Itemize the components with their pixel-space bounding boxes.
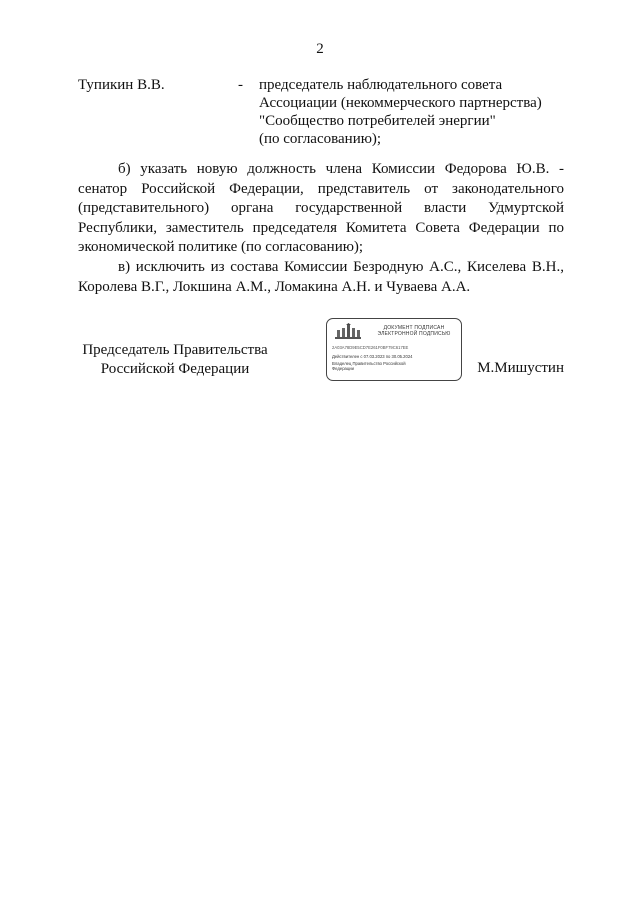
stamp-owner-line: Федерации [332, 366, 354, 371]
stamp-certificate: 2A03A78D9E5CD7E261F0BF79C617EE [332, 345, 409, 350]
stamp-title [367, 325, 461, 337]
stamp-validity: Действителен с 07.03.2023 по 30.05.2024 [332, 354, 413, 359]
paragraph-b: б) указать новую должность члена Комиссии Федорова Ю.В. - сенатор Российской Федерации, представитель от законодательного (представительного) органа государственной власти Удмуртской Республики, заместитель председателя Комитета Совета Федерации по экономической политике (по согласованию); [78, 161, 564, 255]
signer-name: М.Мишустин [477, 360, 564, 376]
electronic-signature-stamp [326, 318, 462, 381]
member-role-line: "Сообщество потребителей энергии" [259, 113, 496, 129]
page-number: 2 [316, 41, 324, 57]
stamp-title-line: ДОКУМЕНТ ПОДПИСАН [383, 325, 445, 331]
member-role-line: (по согласованию); [259, 131, 382, 147]
member-role [259, 76, 579, 148]
member-role-line: Ассоциации (некоммерческого партнерства) [259, 95, 542, 111]
paragraph-v: в) исключить из состава Комиссии Безродную А.С., Киселева В.Н., Королева В.Г., Локшина А.М., Ломакина А.Н. и Чуваева А.А. [78, 259, 564, 295]
stamp-title-line: ЭЛЕКТРОННОЙ ПОДПИСЬЮ [377, 331, 451, 337]
stamp-owner [332, 361, 406, 371]
signer-position-line: Председатель Правительства [82, 342, 268, 358]
coat-of-arms-icon [333, 323, 363, 341]
member-name: Тупикин В.В. [78, 77, 165, 93]
signer-position-line: Российской Федерации [100, 361, 250, 377]
signer-position [78, 341, 272, 379]
member-dash: - [238, 77, 243, 93]
member-role-line: председатель наблюдательного совета [259, 77, 503, 93]
stamp-owner-line: Владелец Правительство Российской [332, 361, 406, 366]
